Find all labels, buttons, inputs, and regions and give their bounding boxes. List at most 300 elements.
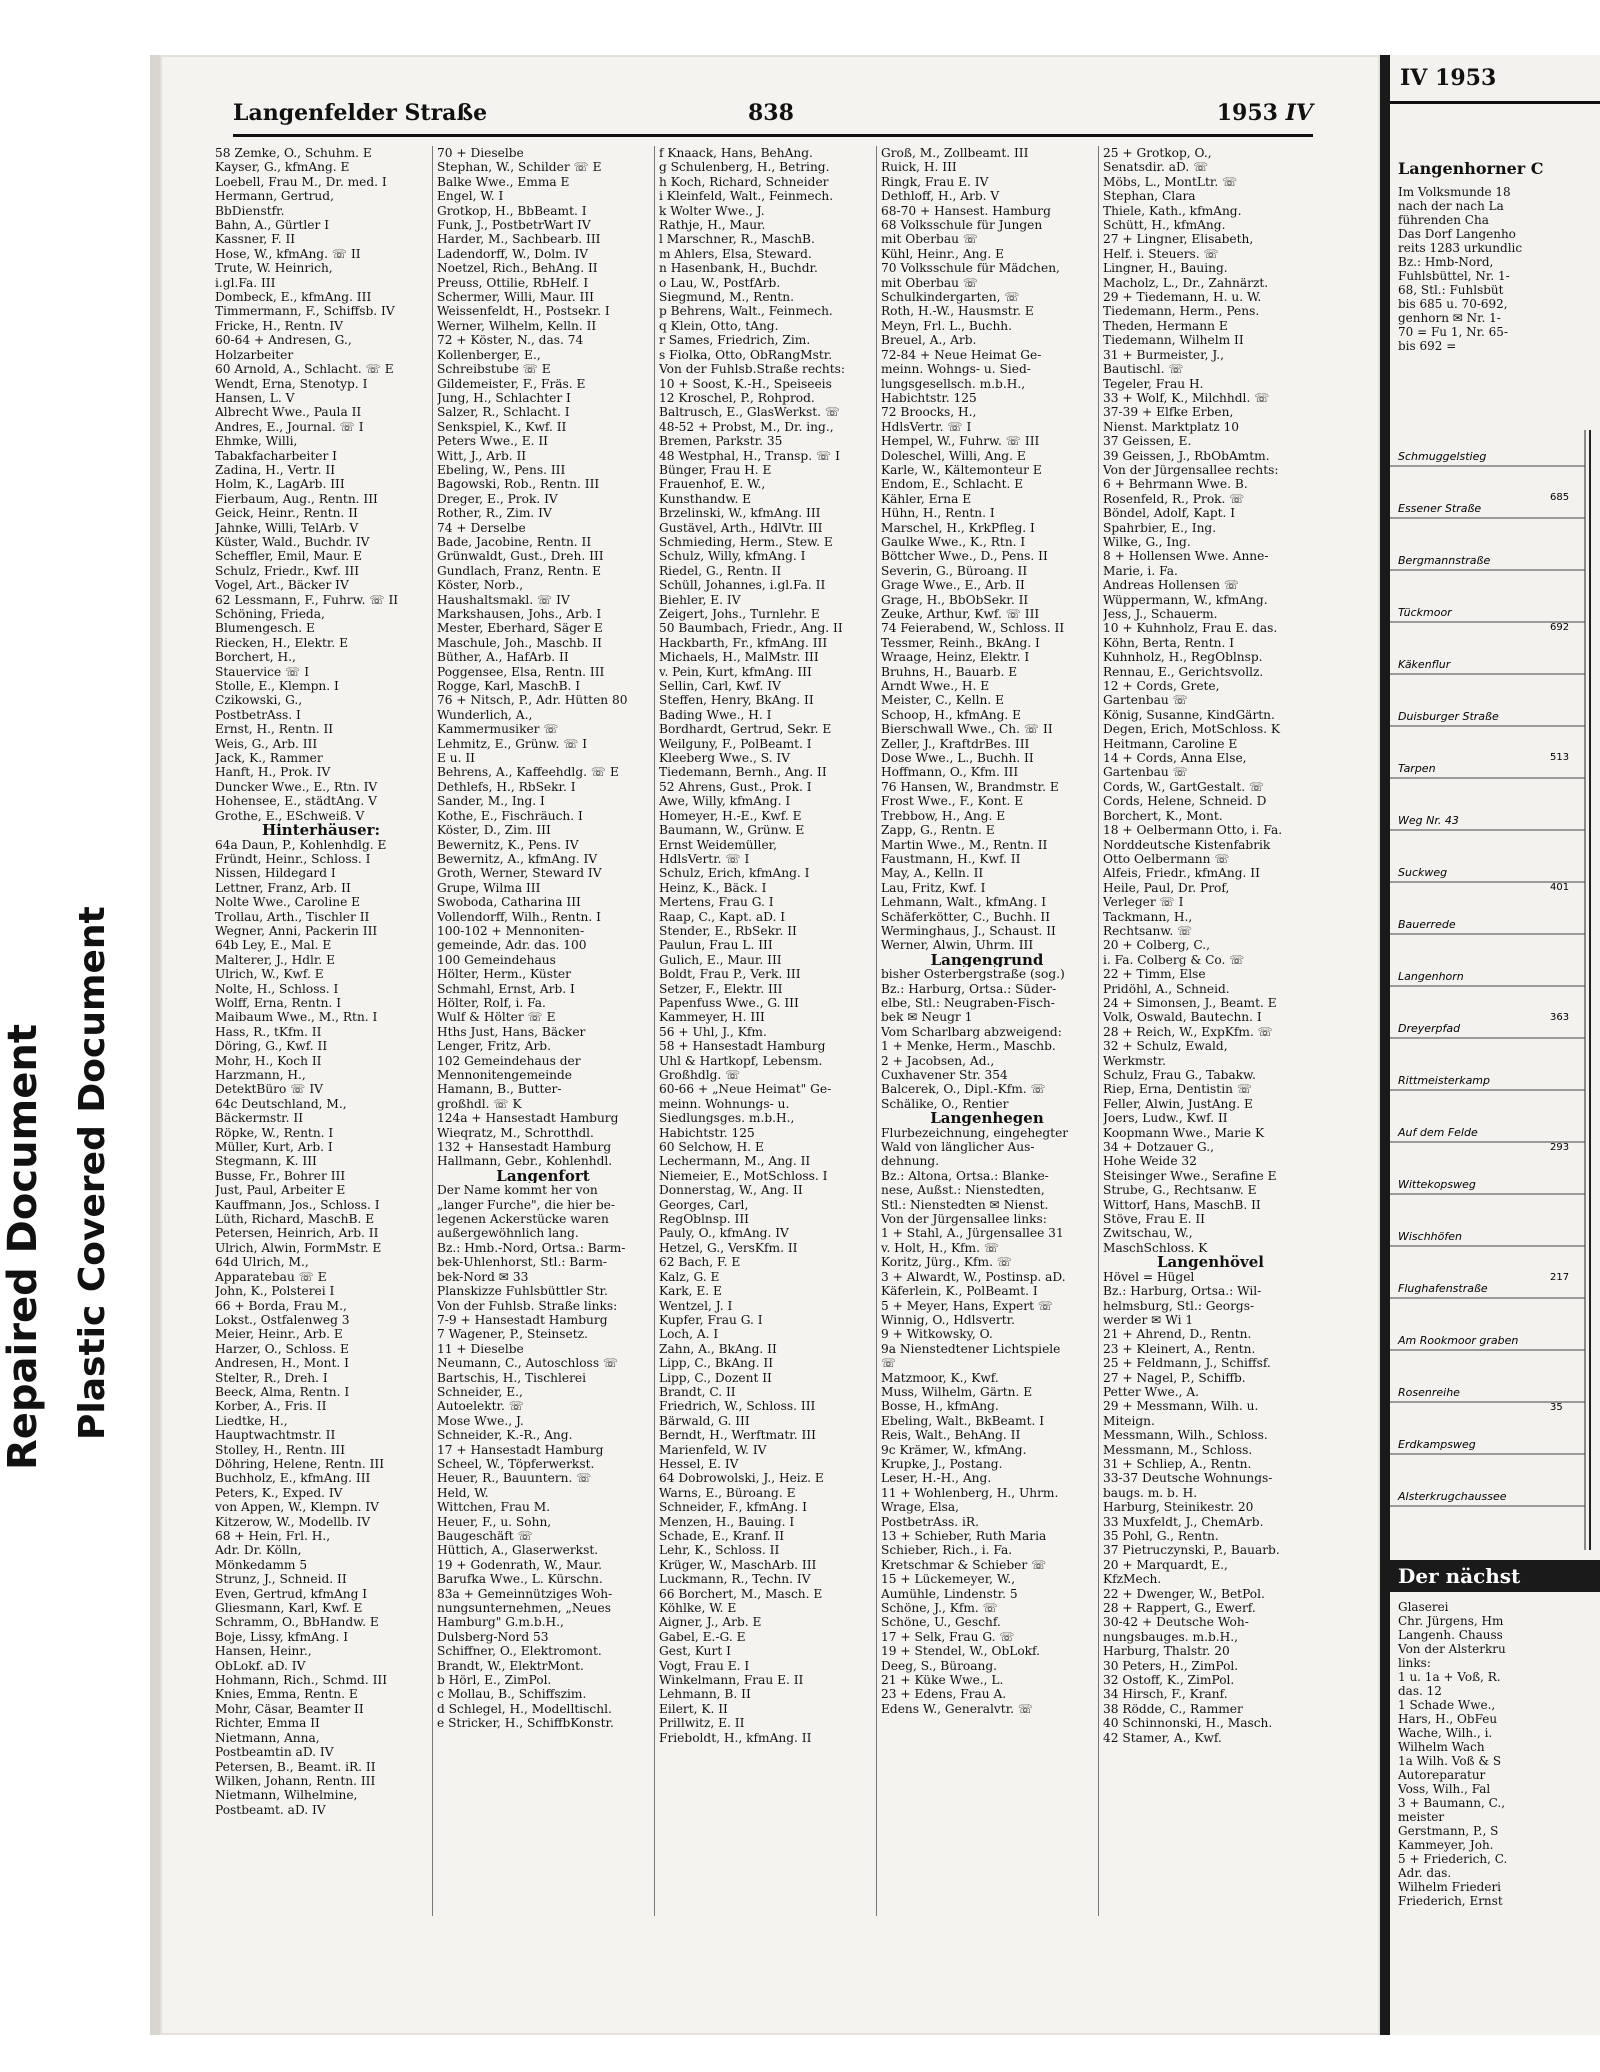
directory-entry: Spahrbier, E., Ing. [1103,520,1217,535]
plastic-covered-label: Plastic Covered Document [72,906,113,1440]
directory-entry: Bewernitz, A., kfmAng. IV [437,851,598,866]
directory-entry: Petter Wwe., A. [1103,1384,1200,1399]
directory-entry: 17 + Hansestadt Hamburg [437,1442,604,1457]
directory-entry: Hessel, E. IV [659,1456,739,1471]
directory-entry: Mennonitengemeinde [437,1068,572,1082]
facing-line: nach der nach La [1398,199,1504,213]
directory-entry: Schälike, O., Rentier [881,1096,1009,1111]
directory-entry: Stauervice ☏ I [215,664,310,679]
directory-entry: meinn. Wohnungs- u. [659,1096,790,1111]
directory-entry: Balcerek, O., Dipl.-Kfm. ☏ [881,1082,1046,1097]
directory-entry: Doleschel, Willi, Ang. E [881,448,1026,463]
directory-entry: Norddeutsche Kistenfabrik [1103,837,1271,852]
directory-entry: Boldt, Frau P., Verk. III [659,967,801,982]
directory-entry: Verleger ☏ I [1103,895,1184,910]
facing-title: Langenhorner C [1398,159,1544,178]
directory-entry: 25 + Grotkop, O., [1103,146,1212,160]
directory-entry: Zadina, H., Vertr. II [215,462,336,477]
directory-entry: 66 + Borda, Frau M., [215,1298,347,1313]
directory-entry: E u. II [437,751,475,766]
directory-entry: Baugeschäft ☏ [437,1529,533,1543]
directory-entry: Rosenfeld, R., Prok. ☏ [1103,491,1245,506]
directory-entry: Hölter, Herm., Küster [437,967,571,982]
directory-entry: 100-102 + Mennoniten- [437,923,585,938]
year-section [1217,100,1313,126]
directory-entry: Stolle, E., Klempn. I [215,679,339,694]
directory-entry: Lehmitz, E., Grünw. ☏ I [437,736,588,751]
directory-entry: Gaulke Wwe., K., Rtn. I [881,534,1026,549]
facing-line: Chr. Jürgens, Hm [1398,1614,1504,1628]
directory-entry: 62 Lessmann, F., Fuhrw. ☏ II [215,592,399,607]
directory-entry: 60-66 + „Neue Heimat" Ge- [659,1082,832,1097]
directory-entry: Krupke, J., Postang. [881,1456,1003,1471]
directory-entry: Köster, D., Zim. III [437,823,551,838]
directory-entry: Stelter, R., Dreh. I [215,1370,328,1385]
directory-entry: Andresen, H., Mont. I [215,1356,349,1371]
directory-entry: Hetzel, G., VersKfm. II [659,1240,798,1255]
map-street-label: Erdkampsweg [1398,1438,1476,1451]
directory-entry: Döring, G., Kwf. II [215,1039,328,1054]
directory-entry: m Ahlers, Elsa, Steward. [659,246,812,261]
directory-entry: 12 + Cords, Grete, [1103,679,1220,694]
directory-entry: Kitzerow, W., Modellb. IV [215,1514,371,1529]
directory-entry: Planskizze Fuhlsbüttler Str. [437,1284,608,1299]
directory-entry: 28 + Reich, W., ExpKfm. ☏ [1103,1024,1273,1039]
directory-entry: Brandt, C. II [659,1384,736,1399]
directory-entry: 37 Geissen, E. [1103,434,1192,449]
directory-entry: Setzer, F., Elektr. III [659,981,783,996]
section-heading: Langengrund [930,952,1044,968]
directory-entry: Bruhns, H., Bauarb. E [881,664,1018,679]
directory-entry: 60 Selchow, H. E [659,1140,764,1155]
directory-entry: Poggensee, Elsa, Rentn. III [437,664,605,679]
directory-entry: 33 + Wolf, K., Milchhdl. ☏ [1103,390,1270,405]
directory-entry: Hühn, H., Rentn. I [881,506,995,521]
directory-entry: 30-42 + Deutsche Woh- [1103,1615,1249,1630]
facing-line: Kammeyer, Joh. [1398,1838,1494,1852]
directory-entry: Heuer, F., u. Sohn, [437,1514,552,1529]
directory-entry: Harburg, Thalstr. 20 [1103,1644,1230,1659]
directory-entry: 83a + Gemeinnütziges Woh- [437,1586,613,1601]
directory-entry: Lokst., Ostfalenweg 3 [215,1312,350,1327]
directory-entry: Marienfeld, W. IV [659,1442,767,1457]
directory-entry: Feller, Alwin, JustAng. E [1103,1096,1253,1111]
map-house-number: 363 [1550,1012,1570,1023]
directory-entry: Ebeling, Walt., BkBeamt. I [881,1413,1045,1428]
directory-entry: 11 + Wohlenberg, H., Uhrm. [881,1485,1059,1500]
map-house-number: 692 [1550,622,1570,633]
directory-entry: Korber, A., Fris. II [215,1399,327,1414]
directory-entry: Steisinger Wwe., Serafine E [1103,1168,1277,1183]
directory-entry: Schöne, J., Kfm. ☏ [881,1601,998,1616]
directory-entry: Gabel, E.-G. E [659,1629,746,1644]
directory-entry: Dethlefs, H., RbSekr. I [437,779,576,794]
directory-entry: Flurbezeichnung, eingehegter [881,1125,1069,1140]
directory-entry: 31 + Schliep, A., Rentn. [1103,1456,1252,1471]
directory-entry: 19 + Stendel, W., ObLokf. [881,1644,1041,1659]
directory-entry: 102 Gemeindehaus der [437,1053,581,1068]
directory-entry: Meier, Heinr., Arb. E [215,1327,343,1342]
directory-entry: 64c Deutschland, M., [215,1096,347,1111]
directory-entry: MaschSchloss. K [1103,1240,1208,1255]
directory-entry: 58 + Hansestadt Hamburg [659,1039,826,1054]
directory-entry: Schulz, Willy, kfmAng. I [659,549,806,564]
directory-entry: 5 + Meyer, Hans, Expert ☏ [881,1298,1054,1313]
directory-entry: Dombeck, E., kfmAng. III [215,290,372,305]
directory-entry: 39 Geissen, J., RbObAmtm. [1103,448,1270,463]
facing-line: Bz.: Hmb-Nord, [1398,255,1494,269]
directory-entry: Hoffmann, O., Kfm. III [881,765,1019,780]
directory-entry: Gulich, E., Maur. III [659,952,782,967]
directory-entry: Grotkop, H., BbBeamt. I [437,203,587,218]
directory-entry: Preuss, Ottilie, RbHelf. I [437,275,589,290]
directory-entry: Knies, Emma, Rentn. E [215,1687,358,1702]
directory-entry: Werminghaus, J., Schaust. II [881,923,1056,938]
directory-entry: Kammeyer, H. III [659,1010,765,1025]
directory-entry: Gartenbau ☏ [1103,765,1188,780]
directory-entry: baugs. m. b. H. [1103,1485,1198,1500]
directory-entry: Balke Wwe., Emma E [437,174,570,189]
directory-entry: Rogge, Karl, MaschB. I [437,679,581,694]
directory-entry: Breuel, A., Arb. [881,333,977,348]
directory-entry: Siegmund, M., Rentn. [659,290,795,305]
map-street-label: Am Rookmoor graben [1398,1334,1519,1347]
directory-entry: Kollenberger, E., [437,347,541,362]
directory-entry: Harzer, O., Schloss. E [215,1341,349,1356]
directory-entry: Scheel, W., Töpferwerkst. [437,1456,595,1471]
directory-entry: Hohensee, E., städtAng. V [215,794,377,809]
directory-entry: Maschule, Joh., Maschb. II [437,635,602,650]
map-street-label: Dreyerpfad [1398,1022,1461,1035]
directory-entry: Borchert, H., [215,650,296,665]
directory-entry: Von der Fuhlsb. Straße links: [437,1298,618,1313]
directory-entry: 12 Kroschel, P., Rohprod. [659,390,815,405]
directory-entry: 68 + Hein, Frl. H., [215,1529,331,1543]
directory-entry: 34 + Dotzauer G., [1103,1140,1214,1155]
directory-entry: Raap, C., Kapt. aD. I [659,909,786,924]
directory-entry: Homeyer, H.-E., Kwf. E [659,808,802,823]
directory-entry: Werner, Wilhelm, Kelln. II [437,318,597,333]
map-house-number: 217 [1550,1272,1570,1283]
directory-entry: Wegner, Anni, Packerin III [215,923,378,938]
directory-entry: Gliesmann, Karl, Kwf. E [215,1601,363,1616]
directory-entry: Vogt, Frau E. I [659,1658,750,1673]
directory-entry: Aumühle, Lindenstr. 5 [881,1586,1018,1601]
directory-entry: Gest, Kurt I [659,1644,731,1659]
directory-entry: elbe, Stl.: Neugraben-Fisch- [881,995,1055,1010]
directory-entry: Heinz, K., Bäck. I [659,880,767,895]
directory-entry: Mertens, Frau G. I [659,895,774,910]
directory-entry: Menzen, H., Bauing. I [659,1514,795,1529]
directory-entry: Hölter, Rolf, i. Fa. [437,995,546,1010]
directory-entry: Schramm, O., BbHandw. E [215,1615,379,1630]
directory-entry: Peters Wwe., E. II [437,434,548,449]
directory-entry: 6 + Behrmann Wwe. B. [1103,477,1248,492]
facing-line: das. 12 [1398,1684,1442,1698]
directory-entry: 23 + Kleinert, A., Rentn. [1103,1341,1256,1356]
directory-entry: 27 + Lingner, Elisabeth, [1103,232,1254,247]
directory-entry: meinn. Wohngs- u. Sied- [881,362,1031,377]
directory-entry: 23 + Edens, Frau A. [881,1687,1007,1702]
directory-entry: Küster, Wald., Buchdr. IV [215,534,370,549]
directory-entry: BbDienstfr. [215,203,285,218]
directory-entry: 30 Peters, H., ZimPol. [1103,1658,1239,1673]
directory-entry: Riedel, G., Rentn. II [659,563,782,578]
directory-entry: Matzmoor, K., Kwf. [881,1370,999,1385]
directory-entry: Hamburg" G.m.b.H., [437,1615,564,1630]
directory-entry: Andreas Hollensen ☏ [1103,578,1240,593]
directory-entry: 21 + Ahrend, D., Rentn. [1103,1327,1252,1342]
directory-entry: 15 + Lückemeyer, W., [881,1572,1016,1587]
directory-entry: 58 Zemke, O., Schuhm. E [215,146,372,160]
directory-entry: Kassner, F. II [215,232,296,247]
directory-entry: Schöne, U., Geschf. [881,1615,1001,1630]
directory-entry: Bagowski, Rob., Rentn. III [437,477,600,492]
directory-entry: Hose, W., kfmAng. ☏ II [215,246,361,261]
directory-entry: Postbeamtin aD. IV [215,1745,334,1760]
directory-entry: h Koch, Richard, Schneider [659,174,829,189]
directory-entry: Schneider, K.-R., Ang. [437,1428,573,1443]
map-street-label: Rittmeisterkamp [1398,1074,1491,1087]
directory-entry: o Lau, W., PostfArb. [659,275,781,290]
directory-entry: Schulkindergarten, ☏ [881,290,1020,305]
directory-entry: Krüger, W., MaschArb. III [659,1557,817,1572]
directory-entry: Theden, Hermann E [1103,318,1228,333]
directory-entry: Bartschis, H., Tischlerei [437,1370,587,1385]
directory-entry: Wittchen, Frau M. [437,1500,551,1515]
directory-entry: Riep, Erna, Dentistin ☏ [1103,1082,1253,1097]
map-house-number: 293 [1550,1142,1570,1153]
directory-entry: Georges, Carl, [659,1197,749,1212]
directory-entry: Marie, i. Fa. [1103,563,1178,578]
directory-entry: Albrecht Wwe., Paula II [215,405,362,420]
directory-entry: ☏ [881,1356,897,1371]
directory-entry: Döhring, Helene, Rentn. III [215,1456,385,1471]
directory-entry: Dethloff, H., Arb. V [881,189,1000,204]
directory-entry: Mönkedamm 5 [215,1557,308,1572]
directory-entry: 42 Stamer, A., Kwf. [1103,1730,1222,1745]
directory-entry: Hohmann, Rich., Schmd. III [215,1673,388,1688]
directory-entry: DetektBüro ☏ IV [215,1082,323,1097]
directory-entry: Werkmstr. [1103,1053,1167,1068]
directory-entry: 17 + Selk, Frau G. ☏ [881,1629,1015,1644]
directory-entry: Groth, Werner, Steward IV [437,866,602,881]
directory-entry: 2 + Jacobsen, Ad., [881,1053,995,1068]
directory-entry: bisher Osterbergstraße (sog.) [881,967,1065,982]
directory-entry: Loch, A. I [659,1327,719,1342]
directory-entry: Grupe, Wilma III [437,880,541,895]
map-house-number: 513 [1550,752,1570,763]
directory-entry: Warns, E., Büroang. E [659,1485,796,1500]
directory-entry: Vollendorff, Wilh., Rentn. I [437,909,601,924]
directory-entry: Messmann, M., Schloss. [1103,1442,1253,1457]
directory-entry: Hass, R., tKfm. II [215,1024,322,1039]
facing-line: Adr. das. [1398,1866,1452,1880]
directory-entry: Liedtke, H., [215,1413,288,1428]
directory-entry: Hanft, H., Prok. IV [215,765,331,780]
directory-entry: Faustmann, H., Kwf. II [881,851,1021,866]
directory-entry: Even, Gertrud, kfmAng I [215,1586,368,1601]
directory-entry: Mose Wwe., J. [437,1413,524,1428]
directory-entry: Kothe, E., Fischräuch. I [437,808,583,823]
directory-entry: Nietmann, Anna, [215,1730,320,1745]
directory-entry: k Wolter Wwe., J. [659,203,765,218]
facing-line: 1 u. 1a + Voß, R. [1398,1670,1501,1684]
directory-entry: Behrens, A., Kaffeehdlg. ☏ E [437,765,619,780]
directory-entry: 22 + Timm, Else [1103,967,1206,982]
facing-line: 3 + Baumann, C., [1398,1796,1506,1810]
facing-line: Im Volksmunde 18 [1398,185,1511,199]
directory-entry: Prillwitz, E. II [659,1716,745,1731]
directory-entry: 33 Muxfeldt, J., ChemArb. [1103,1514,1264,1529]
directory-entry: Wieqratz, M., Schrotthdl. [437,1125,594,1140]
directory-entry: Busse, Fr., Bohrer III [215,1168,346,1183]
map-street-label: Duisburger Straße [1398,710,1499,723]
directory-entry: Werner, Alwin, Uhrm. III [881,938,1034,953]
directory-entry: Kark, E. E [659,1284,722,1299]
directory-entry: Schmahl, Ernst, Arb. I [437,981,575,996]
directory-entry: Hövel = Hügel [1103,1269,1195,1284]
directory-entry: Frauenhof, E. W., [659,477,766,492]
directory-entry: Bz.: Harburg, Ortsa.: Süder- [881,981,1057,996]
directory-entry: Kauffmann, Jos., Schloss. I [215,1197,380,1212]
directory-entry: s Fiolka, Otto, ObRangMstr. [659,347,833,362]
directory-entry: Köhn, Berta, Rentn. I [1103,635,1235,650]
directory-entry: Stender, E., RbSekr. II [659,923,797,938]
directory-entry: Wüppermann, W., kfmAng. [1103,592,1268,607]
directory-entry: Funk, J., PostbetrWart IV [437,218,591,233]
directory-entry: werder ✉ Wi 1 [1103,1312,1194,1327]
map-street-label: Rosenreihe [1398,1386,1460,1399]
directory-entry: 19 + Godenrath, W., Maur. [437,1557,602,1572]
directory-entry: Koopmann Wwe., Marie K [1103,1125,1265,1140]
directory-entry: Möbs, L., MontLtr. ☏ [1103,174,1238,189]
directory-entry: Zeller, J., KraftdrBes. III [881,736,1030,751]
directory-entry: Geick, Heinr., Rentn. II [215,506,358,521]
directory-entry: Dose Wwe., L., Buchh. II [881,751,1034,766]
directory-entry: Scheffler, Emil, Maur. E [215,549,362,564]
directory-entry: 72 + Köster, N., das. 74 [437,333,584,348]
directory-entry: Trute, W. Heinrich, [215,261,333,276]
directory-entry: Trollau, Arth., Tischler II [215,909,370,924]
directory-entry: 10 + Soost, K.-H., Speiseeis [659,376,832,391]
directory-entry: Stöve, Frau E. II [1103,1212,1205,1227]
directory-entry: Harder, M., Sachbearb. III [437,232,601,247]
directory-entry: Schieber, Rich., i. Fa. [881,1543,1013,1558]
facing-line: Wache, Wilh., i. [1398,1726,1493,1740]
directory-entry: Mohr, Cäsar, Beamter II [215,1701,364,1716]
directory-entry: May, A., Kelln. II [881,866,984,881]
directory-entry: Ehmke, Willi, [215,434,298,449]
directory-entry: Ulrich, W., Kwf. E [215,967,324,982]
directory-entry: Macholz, L., Dr., Zahnärzt. [1103,275,1269,290]
directory-entry: mit Oberbau ☏ [881,275,979,290]
directory-entry: Ernst Weidemüller, [659,837,778,852]
map-street-label: Käkenflur [1398,658,1451,671]
directory-entry: Tiedemann, Bernh., Ang. II [659,765,827,780]
directory-entry: Cords, Helene, Schneid. D [1103,794,1267,809]
directory-entry: Ringk, Frau E. IV [881,174,989,189]
directory-entry: Wilken, Johann, Rentn. III [215,1773,376,1788]
map-street-label: Weg Nr. 43 [1398,814,1459,827]
directory-entry: Haushaltsmakl. ☏ IV [437,592,570,607]
directory-entry: 9a Nienstedtener Lichtspiele [881,1341,1061,1356]
directory-entry: d Schlegel, H., Modelltischl. [437,1701,612,1716]
directory-entry: i. Fa. Colberg & Co. ☏ [1103,952,1245,967]
directory-entry: 60-64 + Andresen, G., [215,333,352,348]
directory-entry: Schermer, Willi, Maur. III [437,290,594,305]
directory-entry: 72-84 + Neue Heimat Ge- [881,347,1042,362]
directory-entry: Beeck, Alma, Rentn. I [215,1384,350,1399]
directory-entry: Von der Fuhlsb.Straße rechts: [659,362,845,377]
directory-entry: Martin Wwe., M., Rentn. II [881,837,1048,852]
directory-entry: Weis, G., Arb. III [215,736,318,751]
directory-entry: legenen Ackerstücke waren [437,1212,609,1227]
directory-entry: Weissenfeldt, H., Postsekr. I [437,304,610,319]
map-street-label: Flughafenstraße [1398,1282,1488,1295]
map-street-label: Bergmannstraße [1398,554,1491,567]
directory-entry: 22 + Dwenger, W., BetPol. [1103,1586,1265,1601]
directory-entry: Wraage, Heinz, Elektr. I [881,650,1030,665]
directory-entry: Cords, W., GartGestalt. ☏ [1103,779,1265,794]
map-street-label: Auf dem Felde [1398,1126,1478,1139]
facing-line: 5 + Friederich, C. [1398,1852,1508,1866]
directory-entry: Rennau, E., Gerichtsvollz. [1103,664,1264,679]
directory-entry: 70 + Dieselbe [437,146,524,160]
directory-entry: Wittorf, Hans, MaschB. II [1103,1197,1261,1212]
directory-entry: Stephan, Clara [1103,189,1196,204]
directory-entry: bek-Uhlenhorst, Stl.: Barm- [437,1255,608,1270]
directory-entry: Joers, Ludw., Kwf. II [1103,1111,1228,1126]
directory-entry: Rechtsanw. ☏ [1103,923,1193,938]
directory-entry: Wentzel, J. I [659,1298,733,1313]
directory-entry: 32 Ostoff, K., ZimPol. [1103,1673,1235,1688]
directory-entry: Biehler, E. IV [659,592,741,607]
directory-entry: HdlsVertr. ☏ I [659,851,750,866]
directory-entry: 124a + Hansestadt Hamburg [437,1111,619,1126]
directory-entry: Timmermann, F., Schiffsb. IV [215,304,395,319]
directory-entry: Wald von länglicher Aus- [881,1140,1035,1155]
directory-entry: Bremen, Parkstr. 35 [659,434,783,449]
directory-entry: Müller, Kurt, Arb. I [215,1140,333,1155]
directory-entry: RegOblnsp. III [659,1212,749,1227]
directory-entry: Leser, H.-H., Ang. [881,1471,992,1486]
directory-entry: Nienst. Marktplatz 10 [1103,419,1240,434]
directory-entry: 14 + Cords, Anna Else, [1103,751,1247,766]
directory-entry: c Mollau, B., Schiffszim. [437,1687,587,1702]
directory-entry: Kalz, G. E [659,1269,720,1284]
directory-entry: PostbetrAss. iR. [881,1514,979,1529]
directory-entry: Sellin, Carl, Kwf. IV [659,679,781,694]
directory-entry: Pridöhl, A., Schneid. [1103,981,1230,996]
directory-entry: 1 + Menke, Herm., Maschb. [881,1039,1056,1054]
directory-entry: Arndt Wwe., H. E [881,679,990,694]
facing-line: Gerstmann, P., S [1398,1824,1499,1838]
street-map-sketch [1390,430,1600,1550]
directory-entry: Wunderlich, A., [437,707,533,722]
map-house-number: 401 [1550,882,1570,893]
directory-entry: Kupfer, Frau G. I [659,1312,763,1327]
facing-line: bis 692 = [1398,339,1457,353]
facing-line: Hars, H., ObFeu [1398,1712,1498,1726]
directory-entry: Stegmann, K. III [215,1154,317,1169]
facing-line: Wilhelm Friederi [1398,1880,1502,1894]
directory-entry: Von der Jürgensallee links: [881,1212,1047,1227]
directory-entry: 29 + Messmann, Wilh. u. [1103,1399,1259,1414]
directory-entry: Schüll, Johannes, i.gl.Fa. II [659,578,826,593]
directory-entry: Tackmann, H., [1103,909,1193,924]
directory-entry: 72 Broocks, H., [881,405,977,420]
